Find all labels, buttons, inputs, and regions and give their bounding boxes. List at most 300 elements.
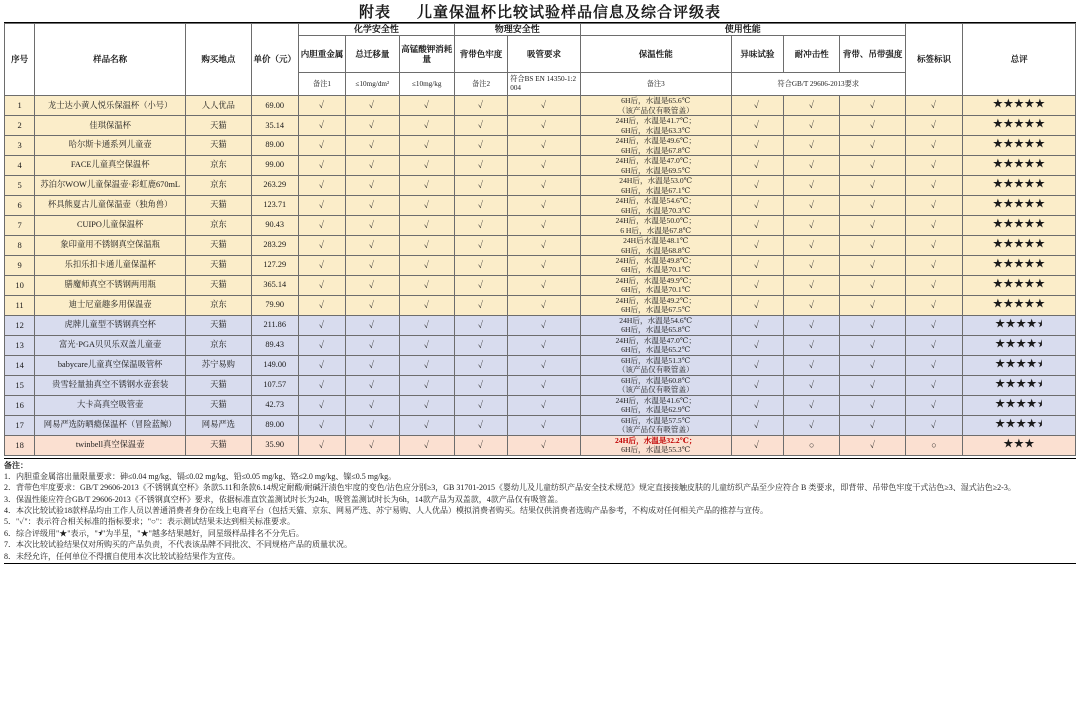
- cell-straw-requirement: [508, 116, 580, 136]
- cell-strap-color-fastness: [454, 216, 507, 236]
- insulation-line-2: （该产品仅有吸管盖）: [617, 425, 694, 435]
- table-row: [5, 375, 1076, 395]
- circle-icon: ○: [808, 439, 815, 450]
- criteria-straw-requirement: 符合BS EN 14350-1:2004: [508, 73, 580, 96]
- cell-kmno4-consumption: [399, 335, 454, 355]
- check-icon: ✓: [753, 399, 761, 410]
- cell-sample-name: FACE儿童真空保温杯: [35, 156, 186, 176]
- insulation-line-2: 6H后，水温是62.9℃: [621, 405, 691, 415]
- check-icon: ✓: [423, 319, 431, 331]
- check-icon: ✓: [753, 339, 761, 351]
- insulation-line-1: 24H后，水温是32.2℃；: [614, 435, 697, 445]
- cell-unit-price: 69.00: [251, 96, 298, 116]
- col-label-marking: 标签标识: [905, 24, 962, 96]
- cell-strap-strength: [840, 375, 905, 395]
- check-icon: ✓: [318, 99, 326, 111]
- cell-strap-strength: [840, 156, 905, 176]
- cell-straw-requirement: [508, 236, 580, 256]
- check-icon: ✓: [808, 139, 816, 151]
- group-chemical-safety: 化学安全性: [298, 24, 454, 36]
- insulation-line-2: 6H后，水温是67.8℃: [621, 145, 691, 155]
- cell-unit-price: 149.00: [251, 355, 298, 375]
- cell-purchase-place: 网易严选: [186, 415, 251, 435]
- cell-label-marking: [905, 375, 962, 395]
- check-icon: ✓: [368, 159, 376, 171]
- star-rating: ★★★★⯨: [995, 319, 1043, 331]
- insulation-line-2: 6H后，水温是68.8℃: [621, 245, 691, 255]
- cell-kmno4-consumption: [399, 236, 454, 256]
- check-icon: ✓: [423, 199, 431, 211]
- cell-straw-requirement: [508, 415, 580, 435]
- table-row: [5, 256, 1076, 276]
- cell-total-migration: [346, 256, 399, 276]
- insulation-line-1: 6H后，水温是51.3℃: [621, 355, 691, 365]
- check-icon: ✓: [753, 139, 761, 151]
- check-icon: ✓: [477, 139, 485, 151]
- cell-sample-name: 杯具熊夏古儿童保温壶（独角兽）: [35, 196, 186, 216]
- table-row: [5, 176, 1076, 196]
- check-icon: ✓: [540, 139, 548, 151]
- cell-label-marking: [905, 116, 962, 136]
- check-icon: ✓: [540, 239, 548, 251]
- cell-odor-test: [731, 156, 783, 176]
- criteria-strap-color-fastness: 备注2: [454, 73, 507, 96]
- cell-insulation-performance: [580, 136, 731, 156]
- check-icon: ✓: [540, 99, 548, 111]
- cell-liner-heavy-metal: [298, 355, 345, 375]
- cell-insulation-performance: [580, 375, 731, 395]
- check-icon: ✓: [808, 159, 816, 171]
- cell-odor-test: [731, 395, 783, 415]
- cell-strap-strength: [840, 176, 905, 196]
- insulation-line-1: 24H后，水温是49.9℃；: [615, 275, 696, 285]
- cell-unit-price: 99.00: [251, 156, 298, 176]
- cell-total-migration: [346, 216, 399, 236]
- cell-odor-test: [731, 435, 783, 455]
- cell-straw-requirement: [508, 335, 580, 355]
- cell-index: 6: [5, 196, 35, 216]
- cell-strap-strength: [840, 196, 905, 216]
- cell-sample-name: 虎牌儿童型不锈钢真空杯: [35, 315, 186, 335]
- cell-label-marking: [905, 236, 962, 256]
- star-rating: ★★★★★: [992, 179, 1046, 191]
- cell-straw-requirement: [508, 435, 580, 455]
- cell-total-migration: [346, 315, 399, 335]
- insulation-line-2: 6H后，水温是55.3℃: [621, 445, 691, 455]
- cell-unit-price: 89.00: [251, 415, 298, 435]
- cell-total-migration: [346, 136, 399, 156]
- insulation-line-2: 6 H后，水温是67.8℃: [620, 225, 692, 235]
- check-icon: ✓: [930, 99, 938, 111]
- cell-kmno4-consumption: [399, 196, 454, 216]
- check-icon: ✓: [808, 359, 816, 370]
- check-icon: ✓: [808, 219, 816, 231]
- cell-strap-strength: [840, 116, 905, 136]
- cell-purchase-place: 天猫: [186, 395, 251, 415]
- check-icon: ✓: [540, 299, 548, 311]
- insulation-line-2: 6H后，水温是70.1℃: [621, 285, 691, 295]
- check-icon: ✓: [930, 259, 938, 271]
- table-row: [5, 395, 1076, 415]
- cell-strap-color-fastness: [454, 395, 507, 415]
- insulation-line-2: 6H后，水温是67.5℃: [621, 305, 691, 315]
- col-index: 序号: [5, 24, 35, 96]
- cell-strap-strength: [840, 335, 905, 355]
- check-icon: ✓: [540, 119, 548, 131]
- check-icon: ✓: [753, 159, 761, 171]
- circle-icon: ○: [931, 439, 937, 450]
- check-icon: ✓: [753, 259, 761, 271]
- insulation-line-2: （该产品仅有吸管盖）: [617, 105, 694, 115]
- cell-straw-requirement: [508, 96, 580, 116]
- check-icon: ✓: [808, 279, 816, 291]
- cell-purchase-place: 天猫: [186, 236, 251, 256]
- cell-insulation-performance: [580, 216, 731, 236]
- check-icon: ✓: [930, 139, 938, 151]
- cell-unit-price: 90.43: [251, 216, 298, 236]
- check-icon: ✓: [808, 399, 816, 410]
- table-row: [5, 415, 1076, 435]
- insulation-line-1: 24H后，水温是49.2℃；: [615, 295, 696, 305]
- check-icon: ✓: [753, 219, 761, 231]
- cell-index: 1: [5, 96, 35, 116]
- criteria-kmno4-consumption: ≤10mg/kg: [399, 73, 454, 96]
- cell-purchase-place: 天猫: [186, 256, 251, 276]
- cell-sample-name: 龙士达小黄人悦乐保温杯（小号）: [35, 96, 186, 116]
- cell-kmno4-consumption: [399, 96, 454, 116]
- cell-odor-test: [731, 335, 783, 355]
- cell-kmno4-consumption: [399, 375, 454, 395]
- table-row: [5, 236, 1076, 256]
- cell-sample-name: 膳魔师真空不锈钢两用瓶: [35, 275, 186, 295]
- insulation-line-2: 6H后，水温是67.1℃: [621, 185, 691, 195]
- check-icon: ✓: [368, 119, 376, 131]
- star-rating: ★★★★★: [992, 219, 1046, 231]
- check-icon: ✓: [477, 219, 485, 231]
- check-icon: ✓: [869, 299, 876, 311]
- cell-odor-test: [731, 315, 783, 335]
- check-icon: ✓: [477, 279, 485, 291]
- check-icon: ✓: [318, 259, 326, 271]
- star-rating: ★★★★★: [992, 199, 1046, 211]
- insulation-line-2: （该产品仅有吸管盖）: [617, 385, 694, 395]
- cell-insulation-performance: [580, 295, 731, 315]
- cell-overall-rating: [963, 435, 1076, 455]
- check-icon: ✓: [930, 379, 938, 390]
- cell-kmno4-consumption: [399, 355, 454, 375]
- insulation-line-1: 6H后，水温是65.6℃: [621, 96, 691, 106]
- cell-overall-rating: [963, 335, 1076, 355]
- check-icon: ✓: [477, 199, 485, 211]
- cell-insulation-performance: [580, 275, 731, 295]
- check-icon: ✓: [368, 259, 376, 271]
- insulation-line-1: 24H后，水温是54.6℃；: [615, 196, 696, 206]
- check-icon: ✓: [869, 159, 876, 171]
- footnote-item: 6．综合评级用"★"表示，"⯨"为半星，"★"越多结果越好，同星级样品排名不分先后。: [4, 528, 304, 538]
- cell-odor-test: [731, 256, 783, 276]
- check-icon: ✓: [753, 99, 761, 111]
- check-icon: ✓: [318, 359, 326, 370]
- cell-impact-resistance: [784, 375, 840, 395]
- col-total-migration: 总迁移量: [346, 36, 399, 73]
- cell-overall-rating: [963, 395, 1076, 415]
- cell-odor-test: [731, 375, 783, 395]
- cell-purchase-place: 京东: [186, 156, 251, 176]
- cell-impact-resistance: [784, 395, 840, 415]
- cell-odor-test: [731, 176, 783, 196]
- cell-unit-price: 35.14: [251, 116, 298, 136]
- cell-overall-rating: [963, 96, 1076, 116]
- col-kmno4-consumption: 高锰酸钾消耗量: [399, 36, 454, 73]
- cell-strap-strength: [840, 275, 905, 295]
- check-icon: ✓: [540, 199, 548, 211]
- cell-purchase-place: 天猫: [186, 435, 251, 455]
- cell-unit-price: 365.14: [251, 275, 298, 295]
- check-icon: ✓: [753, 419, 761, 430]
- footnote-item: 7．本次比较试验结果仅对所购买的产品负责，不代表该品牌不同批次、不同规格产品的质量状况。: [4, 540, 352, 550]
- cell-insulation-performance: [580, 435, 731, 455]
- cell-strap-strength: [840, 395, 905, 415]
- cell-strap-color-fastness: [454, 375, 507, 395]
- check-icon: ✓: [423, 219, 431, 231]
- check-icon: ✓: [869, 419, 876, 430]
- check-icon: ✓: [869, 279, 876, 291]
- check-icon: ✓: [368, 219, 376, 231]
- cell-sample-name: 乐扣乐扣卡通儿童保温杯: [35, 256, 186, 276]
- check-icon: ✓: [423, 99, 431, 111]
- cell-purchase-place: 京东: [186, 216, 251, 236]
- check-icon: ✓: [930, 159, 938, 171]
- cell-strap-color-fastness: [454, 256, 507, 276]
- star-rating: ★★★★★: [992, 99, 1046, 111]
- cell-kmno4-consumption: [399, 116, 454, 136]
- check-icon: ✓: [368, 419, 376, 430]
- table-row: [5, 315, 1076, 335]
- check-icon: ✓: [930, 219, 938, 231]
- check-icon: ✓: [368, 319, 376, 331]
- cell-label-marking: [905, 136, 962, 156]
- col-strap-strength: 背带、吊带强度: [840, 36, 905, 73]
- cell-straw-requirement: [508, 196, 580, 216]
- cell-straw-requirement: [508, 355, 580, 375]
- table-row: [5, 136, 1076, 156]
- star-rating: ★★★★⯨: [995, 379, 1043, 391]
- col-overall-rating: 总评: [963, 24, 1076, 96]
- cell-straw-requirement: [508, 375, 580, 395]
- cell-index: 8: [5, 236, 35, 256]
- check-icon: ✓: [869, 439, 876, 450]
- cell-strap-strength: [840, 315, 905, 335]
- cell-total-migration: [346, 355, 399, 375]
- insulation-line-2: 6H后，水温是65.2℃: [621, 345, 691, 355]
- insulation-line-1: 24H后，水温是49.6℃；: [615, 136, 696, 146]
- cell-liner-heavy-metal: [298, 256, 345, 276]
- check-icon: ✓: [869, 119, 876, 131]
- cell-odor-test: [731, 355, 783, 375]
- check-icon: ✓: [869, 379, 876, 390]
- check-icon: ✓: [368, 279, 376, 291]
- cell-liner-heavy-metal: [298, 96, 345, 116]
- check-icon: ✓: [753, 279, 761, 291]
- check-icon: ✓: [368, 299, 376, 311]
- insulation-line-1: 24H后，水温是47.0℃；: [615, 335, 696, 345]
- comparison-table: [4, 23, 1076, 456]
- insulation-line-1: 24H后，水温是53.0℃: [619, 176, 693, 186]
- cell-sample-name: 哈尔斯卡通系列儿童壶: [35, 136, 186, 156]
- table-row: [5, 116, 1076, 136]
- check-icon: ✓: [930, 359, 938, 370]
- table-row: [5, 355, 1076, 375]
- title-prefix: 附表: [358, 4, 391, 21]
- check-icon: ✓: [423, 239, 431, 251]
- cell-overall-rating: [963, 196, 1076, 216]
- col-liner-heavy-metal: 内胆重金属: [298, 36, 345, 73]
- check-icon: ✓: [808, 339, 816, 351]
- footnote-item: 4．本次比较试验18款样品均由工作人员以普通消费者身份在线上电商平台（包括天猫、京东、网易严选、苏宁易购、人人优品）模拟消费者购买。结果仅供消费者选购产品参考，不构成对任何相关产品的推荐与宣传。: [4, 506, 768, 516]
- cell-straw-requirement: [508, 256, 580, 276]
- check-icon: ✓: [753, 379, 761, 390]
- cell-straw-requirement: [508, 216, 580, 236]
- cell-sample-name: 贵雪轻量抽真空不锈钢水壶套装: [35, 375, 186, 395]
- check-icon: ✓: [477, 99, 485, 111]
- cell-unit-price: 263.29: [251, 176, 298, 196]
- cell-overall-rating: [963, 275, 1076, 295]
- check-icon: ✓: [318, 339, 326, 351]
- cell-odor-test: [731, 196, 783, 216]
- cell-overall-rating: [963, 176, 1076, 196]
- cell-liner-heavy-metal: [298, 395, 345, 415]
- group-usage-performance: 使用性能: [580, 24, 905, 36]
- cell-insulation-performance: [580, 256, 731, 276]
- cell-index: 7: [5, 216, 35, 236]
- check-icon: ✓: [368, 359, 376, 370]
- check-icon: ✓: [753, 199, 761, 211]
- cell-overall-rating: [963, 295, 1076, 315]
- check-icon: ✓: [753, 239, 761, 251]
- check-icon: ✓: [930, 199, 938, 211]
- cell-odor-test: [731, 295, 783, 315]
- check-icon: ✓: [477, 399, 485, 410]
- cell-liner-heavy-metal: [298, 136, 345, 156]
- cell-index: 10: [5, 275, 35, 295]
- check-icon: ✓: [869, 319, 876, 331]
- cell-total-migration: [346, 156, 399, 176]
- cell-label-marking: [905, 96, 962, 116]
- check-icon: ✓: [869, 339, 876, 351]
- check-icon: ✓: [368, 439, 376, 450]
- table-row: [5, 295, 1076, 315]
- star-rating: ★★★★⯨: [995, 359, 1043, 371]
- cell-impact-resistance: [784, 196, 840, 216]
- cell-insulation-performance: [580, 415, 731, 435]
- cell-total-migration: [346, 96, 399, 116]
- insulation-line-1: 6H后，水温是60.8℃: [621, 375, 691, 385]
- cell-index: 3: [5, 136, 35, 156]
- cell-kmno4-consumption: [399, 415, 454, 435]
- cell-overall-rating: [963, 156, 1076, 176]
- check-icon: ✓: [318, 199, 326, 211]
- cell-total-migration: [346, 435, 399, 455]
- star-rating: ★★★: [1003, 438, 1035, 450]
- cell-label-marking: [905, 435, 962, 455]
- cell-liner-heavy-metal: [298, 176, 345, 196]
- table-head: [5, 24, 1076, 96]
- cell-overall-rating: [963, 256, 1076, 276]
- cell-total-migration: [346, 415, 399, 435]
- check-icon: ✓: [318, 279, 326, 291]
- cell-straw-requirement: [508, 136, 580, 156]
- cell-impact-resistance: [784, 136, 840, 156]
- check-icon: ✓: [368, 99, 376, 111]
- check-icon: ✓: [540, 319, 548, 331]
- check-icon: ✓: [423, 339, 431, 351]
- cell-impact-resistance: [784, 275, 840, 295]
- table-row: [5, 216, 1076, 236]
- cell-odor-test: [731, 415, 783, 435]
- cell-strap-color-fastness: [454, 275, 507, 295]
- check-icon: ✓: [808, 299, 816, 311]
- table-row: [5, 435, 1076, 455]
- check-icon: ✓: [930, 179, 938, 191]
- cell-strap-color-fastness: [454, 156, 507, 176]
- table-body: [5, 96, 1076, 455]
- check-icon: ✓: [368, 199, 376, 211]
- check-icon: ✓: [318, 239, 326, 251]
- cell-impact-resistance: [784, 355, 840, 375]
- cell-sample-name: CUIPO儿童保温杯: [35, 216, 186, 236]
- cell-strap-color-fastness: [454, 315, 507, 335]
- cell-total-migration: [346, 375, 399, 395]
- check-icon: ✓: [753, 439, 761, 450]
- cell-impact-resistance: [784, 335, 840, 355]
- check-icon: ✓: [869, 99, 876, 111]
- insulation-line-1: 24H后，水温是50.0℃；: [615, 216, 696, 226]
- check-icon: ✓: [540, 359, 548, 370]
- check-icon: ✓: [753, 119, 761, 131]
- table-row: [5, 335, 1076, 355]
- check-icon: ✓: [930, 119, 938, 131]
- cell-strap-strength: [840, 96, 905, 116]
- cell-straw-requirement: [508, 315, 580, 335]
- check-icon: ✓: [423, 439, 431, 450]
- cell-unit-price: 127.29: [251, 256, 298, 276]
- cell-odor-test: [731, 236, 783, 256]
- header-row-groups: [5, 24, 1076, 36]
- cell-index: 12: [5, 315, 35, 335]
- insulation-line-2: 6H后，水温是63.3℃: [621, 125, 691, 135]
- cell-overall-rating: [963, 236, 1076, 256]
- col-insulation-performance: 保温性能: [580, 36, 731, 73]
- check-icon: ✓: [869, 139, 876, 151]
- cell-liner-heavy-metal: [298, 156, 345, 176]
- title-main: 儿童保温杯比较试验样品信息及综合评级表: [417, 4, 722, 21]
- criteria-insulation-performance: 备注3: [580, 73, 731, 96]
- cell-total-migration: [346, 116, 399, 136]
- star-rating: ★★★★⯨: [995, 418, 1043, 430]
- cell-sample-name: 苏泊尔WOW儿童保温壶·彩虹鹿670mL: [35, 176, 186, 196]
- cell-insulation-performance: [580, 335, 731, 355]
- cell-liner-heavy-metal: [298, 116, 345, 136]
- cell-impact-resistance: [784, 116, 840, 136]
- footnotes-bottom-rule: [4, 563, 1076, 564]
- cell-purchase-place: 京东: [186, 176, 251, 196]
- insulation-line-2: 6H后，水温是70.1℃: [621, 265, 691, 275]
- cell-label-marking: [905, 415, 962, 435]
- cell-index: 2: [5, 116, 35, 136]
- cell-liner-heavy-metal: [298, 335, 345, 355]
- cell-purchase-place: 天猫: [186, 196, 251, 216]
- cell-strap-strength: [840, 216, 905, 236]
